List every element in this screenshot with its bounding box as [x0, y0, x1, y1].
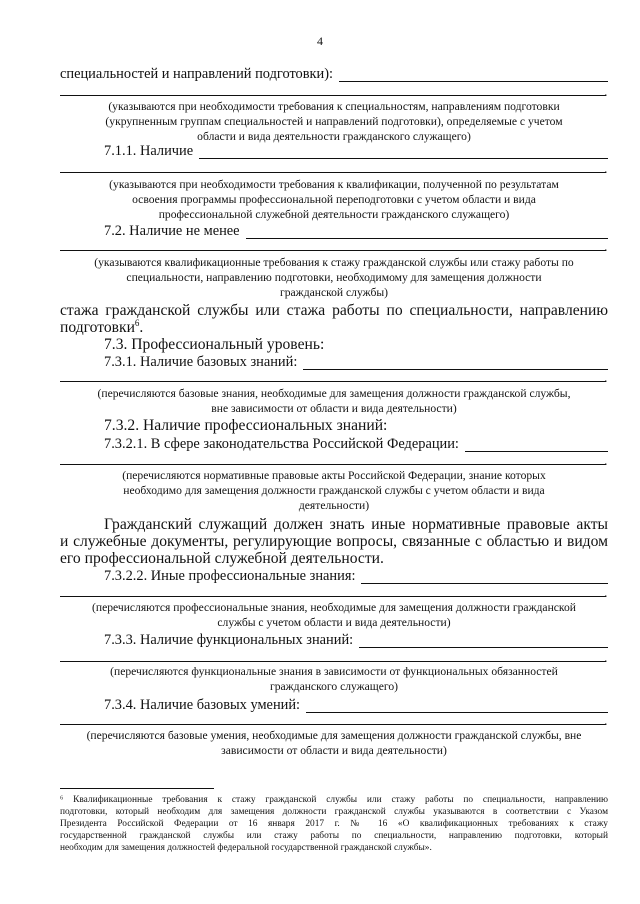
note-qualification: (указываются при необходимости требования к квалификации, полученной по результатам освоения программы профессиональной переподготовки с учетом области и вида профессиональной служебной деятельности гражданского служащего): [109, 178, 559, 221]
specialties-fill-line: [339, 69, 608, 82]
paragraph-line-1: Гражданский служащий должен знать иные нормативные правовые акты: [104, 516, 608, 533]
experience-text-line-1: стажа гражданской службы или стажа работы по специальности, направлению: [60, 302, 608, 319]
note-other-knowledge: (перечисляются профессиональные знания, необходимые для замещения должности гражданской службы с учетом области и вида деятельности): [92, 601, 576, 629]
section-7-3-1: 7.3.1. Наличие базовых знаний:: [104, 354, 608, 370]
footnote-line-3: Президента Российской Федерации от 16 января 2017 г. № 16 «О квалификационных требованиях к стажу: [60, 819, 608, 829]
page-number: 4: [317, 34, 323, 48]
footnote-line-4: государственной гражданской службы или стажу работы по специальности, направлению подготовки, который: [60, 831, 608, 841]
document-page: 4 специальностей и направлений подготовки): . (указываются при необходимости требования к специальностям, направлениям подготовки (укрупненным группам специальностей и направлений подготовки), определяемые с учетом области и вида деятельности гражданского служащего) 7.1.1. Наличие . (указываются при необходимости требования к квалификации, полученной по результатам освоения программы профессиональной переподготовки с учетом области и вида профессиональной служебной деятельности гражданского служащего) 7.2. Наличие не менее . (указываются квалификационные требования к стажу гражданской службы или стажу работы по специальности, направлению подготовки, необходимому для замещения должности гражданской службы) стажа гражданской службы или стажа работы по специальности, направлению подготовки$^6$. 7.3. Профессиональный уровень: 7.3.1. Наличие базовых знаний: . (перечисляются базовые знания, необходимые для замещения должности гражданской службы, вне зависимости от области и вида деятельности) 7.3.2. Наличие профессиональных знаний: 7.3.2.1. В сфере законодательства Российской Федерации: . (перечисляются нормативные правовые акты Российской Федерации, знание которых необходимо для замещения должности гражданской службы с учетом области и вида деятельности) Гражданский служащий должен знать иные нормативные правовые акты и служебные документы, регулирующие вопросы, связанные с областью и видом его профессиональной служебной деятельности. 7.3.2.2. Иные профессиональные знания: . (перечисляются профессиональные знания, необходимые для замещения должности гражданской службы с учетом области и вида деятельности) 7.3.3. Наличие функциональных знаний: . (перечисляются функциональные знания в зависимости от функциональных обязанностей гражданского служащего) 7.3.4. Наличие базовых умений: . (перечисляются базовые умения, необходимые для замещения должности гражданской службы, вне зависимости от области и вида деятельности) ⁶ Квалификационные требования к стажу гражданской службы или стажу работы по специальности, направлению подготовки, который необходим для замещения должности гражданской службы указываются в соответствии с Указом Президента Российской Федерации от 16 января 2017 г. № 16 «О квалификационных требованиях к стажу государственной гражданской службы или стажу работы по специальности, направлению подготовки, который необходим для замещения должностей федеральной государственной гражданской службы».: [0, 0, 640, 904]
blank-line-1: [60, 95, 606, 96]
section-7-3-2-2: 7.3.2.2. Иные профессиональные знания:: [104, 568, 608, 584]
qualification-fill-line: [199, 146, 608, 159]
blank-line-7: [60, 661, 606, 662]
blank-line-5: [60, 464, 606, 465]
section-7-3-3: 7.3.3. Наличие функциональных знаний:: [104, 632, 608, 648]
note-specialties: (указываются при необходимости требования к специальностям, направлениям подготовки (укрупненным группам специальностей и направлений подготовки), определяемые с учетом области и вида деятельности гражданского служащего): [105, 100, 563, 143]
section-7-2: 7.2. Наличие не менее: [104, 223, 608, 239]
paragraph-line-2: и служебные документы, регулирующие вопросы, связанные с областью и видом: [60, 533, 608, 550]
section-7-3-2-1: 7.3.2.1. В сфере законодательства Российской Федерации:: [104, 436, 608, 452]
experience-fill-line: [246, 226, 608, 239]
note-experience: (указываются квалификационные требования к стажу гражданской службы или стажу работы по специальности, направлению подготовки, необходимому для замещения должности гражданской службы): [94, 256, 574, 299]
blank-line-3: [60, 250, 606, 251]
note-functional-knowledge: (перечисляются функциональные знания в зависимости от функциональных обязанностей гражданского служащего): [110, 665, 558, 693]
footnote-separator: [60, 788, 214, 789]
experience-text-line-2: подготовки$^6$.: [60, 317, 144, 336]
note-basic-skills: (перечисляются базовые умения, необходимые для замещения должности гражданской службы, вне зависимости от области и вида деятельности): [86, 729, 582, 757]
blank-line-2: [60, 172, 606, 173]
functional-knowledge-fill-line: [359, 635, 608, 648]
note-basic-knowledge: (перечисляются базовые знания, необходимые для замещения должности гражданской службы, вне зависимости от области и вида деятельности): [97, 387, 571, 415]
other-knowledge-fill-line: [361, 571, 608, 584]
blank-line-6: [60, 596, 606, 597]
note-legislation: (перечисляются нормативные правовые акты Российской Федерации, знание которых необходимо для замещения должности гражданской службы с учетом области и вида деятельности): [122, 469, 546, 512]
footnote-mark: 6: [134, 317, 140, 328]
basic-knowledge-fill-line: [303, 357, 608, 370]
section-7-3-2: 7.3.2. Наличие профессиональных знаний:: [104, 417, 388, 434]
blank-line-8: [60, 724, 606, 725]
footnote-line-5: необходим для замещения должностей федеральной государственной гражданской службы».: [60, 843, 432, 853]
specialties-line: [60, 66, 608, 82]
paragraph-line-3: его профессиональной служебной деятельности.: [60, 550, 384, 567]
specialties-label: специальностей и направлений подготовки):: [60, 66, 334, 82]
section-7-3-4: 7.3.4. Наличие базовых умений:: [104, 697, 608, 713]
legislation-fill-line: [465, 439, 608, 452]
basic-skills-fill-line: [306, 700, 608, 713]
section-7-1-1: 7.1.1. Наличие: [104, 143, 608, 159]
blank-line-4: [60, 381, 606, 382]
section-7-3: 7.3. Профессиональный уровень:: [104, 336, 325, 353]
footnote-line-1: ⁶ Квалификационные требования к стажу гражданской службы или стажу работы по специальности, направлению: [60, 795, 608, 805]
footnote-line-2: подготовки, который необходим для замещения должности гражданской службы указываются в соответствии с Указом: [60, 807, 608, 817]
